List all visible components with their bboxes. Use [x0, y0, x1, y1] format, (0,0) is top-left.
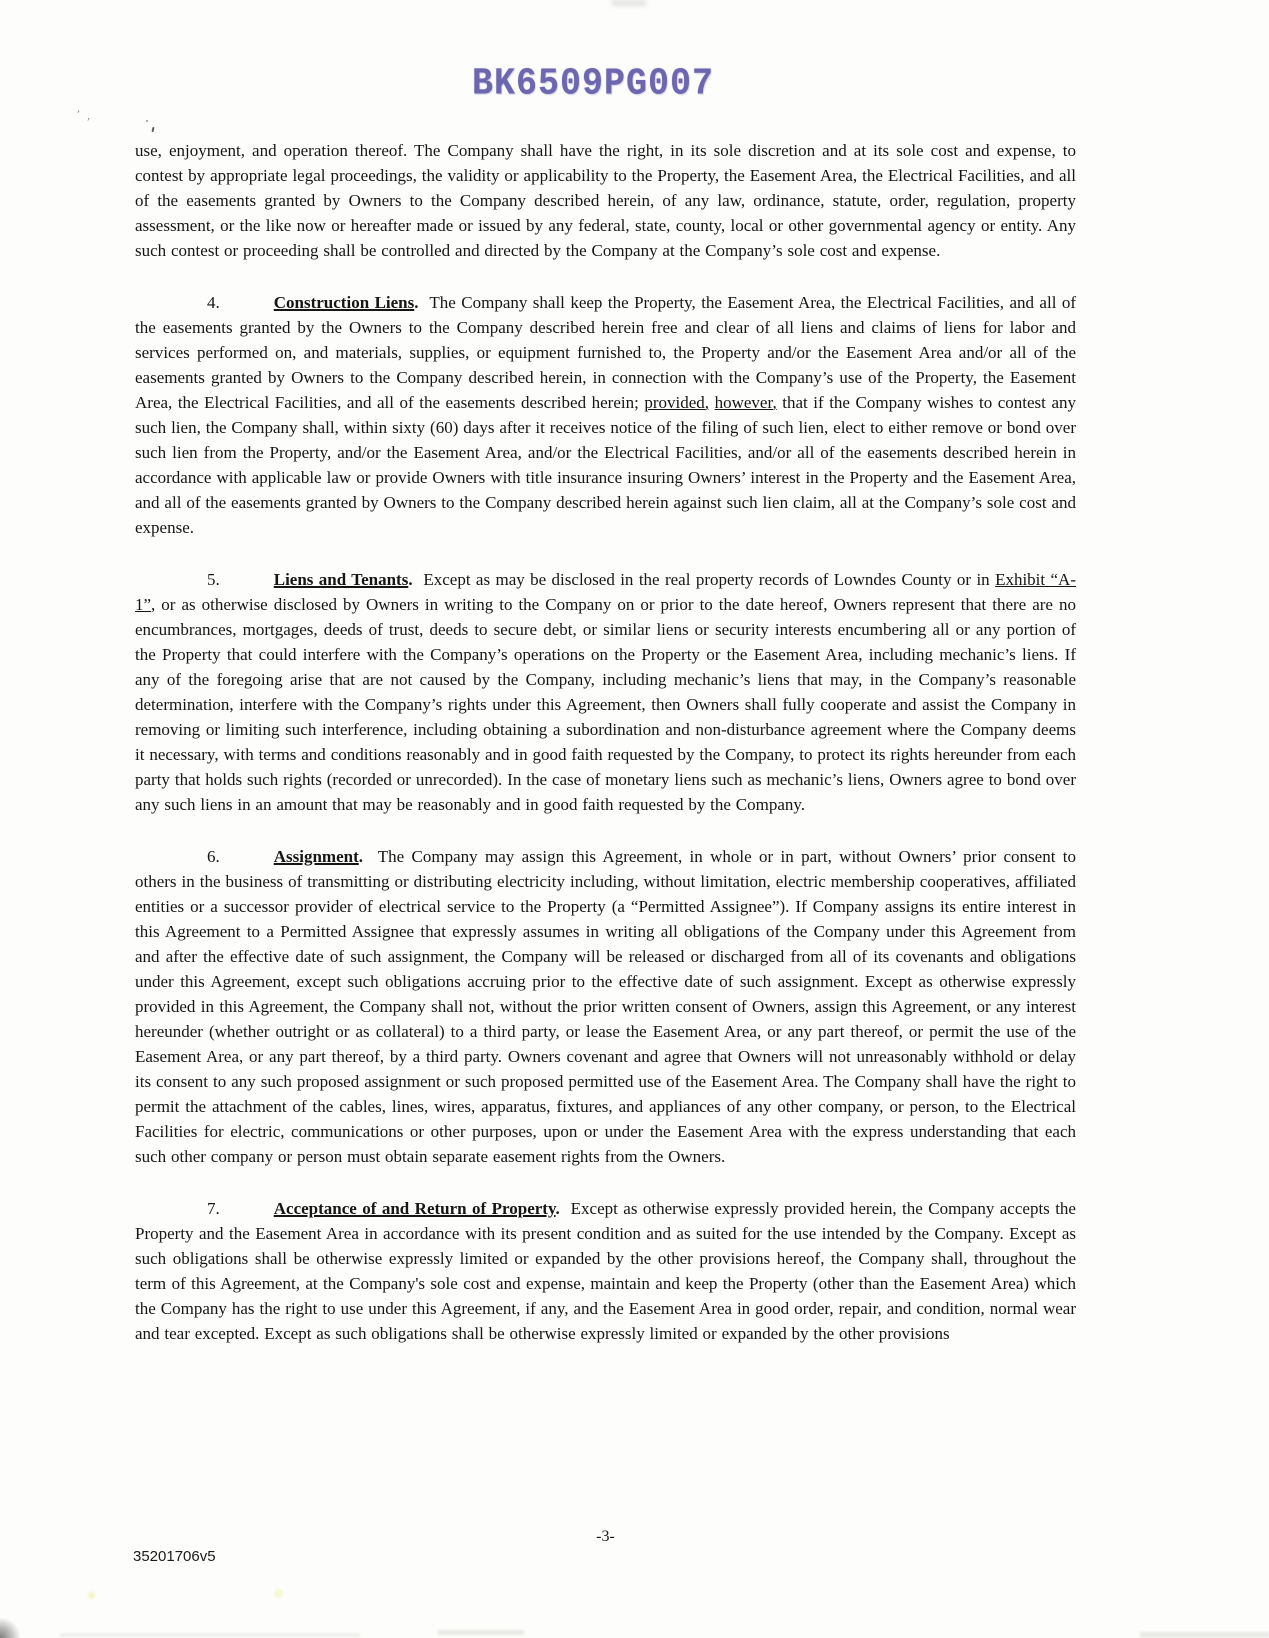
document-body	[135, 138, 1076, 1346]
text-run: The Company may assign this Agreement, in whole or in part, without Owners’ prior consent to others in the business of transmitting or distributing electricity including, without limitation, electric membership cooperatives, affiliated entities or a successor provider of electrical service to the Property (a “Permitted Assignee”). If Company assigns its entire interest in this Agreement to a Permitted Assignee that expressly assumes in writing all obligations of the Company under this Agreement from and after the effective date of such assignment, the Company will be released or discharged from all of its covenants and obligations under this Agreement, except such obligations accruing prior to the effective date of such assignment. Except as otherwise expressly provided in this Agreement, the Company shall not, without the prior written consent of Owners, assign this Agreement, or any interest hereunder (whether outright or as collateral) to a third party, or lease the Easement Area, or any part thereof, or permit the use of the Easement Area, or any part thereof, by a third party. Owners covenant and agree that Owners will not unreasonably withhold or delay its consent to any such proposed assignment or such proposed permitted use of the Easement Area. The Company shall have the right to permit the attachment of the cables, lines, wires, apparatus, fixtures, and appliances of any other company, or person, to the Electrical Facilities for electric, communications or other purposes, upon or under the Easement Area with the express understanding that each such other company or person must obtain separate easement rights from the Owners.	[135, 847, 1077, 1166]
section-heading: Liens and Tenants	[273, 570, 409, 589]
scan-artifact-speck	[146, 120, 148, 122]
heading-period: .	[555, 1199, 571, 1218]
scan-artifact-margin-marks: ’,	[75, 108, 100, 124]
book-page-recording-stamp: BK6509PG007	[472, 62, 715, 106]
heading-period: .	[414, 293, 430, 312]
section-paragraph	[135, 290, 1076, 540]
body-paragraph	[135, 138, 1076, 263]
section-paragraph	[135, 567, 1076, 817]
scan-artifact-speck	[152, 127, 155, 132]
section-number: 7.	[207, 1199, 220, 1218]
section-number: 4.	[207, 293, 220, 312]
section-heading: Assignment	[273, 847, 359, 866]
section-number: 6.	[207, 847, 220, 866]
scan-artifact-speck	[88, 1592, 95, 1599]
scan-artifact-speck	[274, 1589, 283, 1598]
text-run: use, enjoyment, and operation thereof. The Company shall have the right, in its sole discretion and at its sole cost and expense, to contest by appropriate legal proceedings, the validity or applicability to the Property, the Easement Area, the Electrical Facilities, and all of the easements granted by Owners to the Company described herein, of any law, ordinance, statute, order, regulation, property assessment, or the like now or hereafter made or issued by any federal, state, county, local or other governmental agency or entity. Any such contest or proceeding shall be controlled and directed by the Company at the Company’s sole cost and expense.	[135, 141, 1076, 260]
scan-artifact-smudge	[438, 1630, 524, 1635]
section-heading: Construction Liens	[273, 293, 415, 312]
underlined-text: provided,	[644, 393, 710, 412]
heading-period: .	[358, 847, 378, 866]
heading-period: .	[408, 570, 424, 589]
underlined-text: Exhibit “A-1”	[135, 570, 1076, 614]
page-number: -3-	[596, 1528, 615, 1545]
scan-artifact-smudge	[60, 1633, 360, 1637]
text-run: Except as otherwise expressly provided herein, the Company accepts the Property and the Easement Area in accordance with its present condition and as suited for the use intended by the Company. Except as such obligations shall be otherwise expressly limited or expanded by the other provisions hereof, the Company shall, throughout the term of this Agreement, at the Company's sole cost and expense, maintain and keep the Property (other than the Easement Area) which the Company has the right to use under this Agreement, if any, and the Easement Area in good order, repair, and condition, normal wear and tear excepted. Except as such obligations shall be otherwise expressly limited or expanded by the other provisions	[135, 1199, 1076, 1343]
scan-artifact-corner-shadow	[0, 1616, 20, 1638]
text-run: , or as otherwise disclosed by Owners in writing to the Company on or prior to the date hereof, Owners represent that there are no encumbrances, mortgages, deeds of trust, deeds to secure debt, or similar liens or security interests encumbering all or any portion of the Property that could interfere with the Company’s operations on the Property or the Easement Area, including mechanic’s liens. If any of the foregoing arise that are not caused by the Company, including mechanic’s liens that may, in the Company’s reasonable determination, interfere with the Company’s rights under this Agreement, then Owners shall fully cooperate and assist the Company in removing or limiting such interference, including obtaining a subordination and non-disturbance agreement where the Company deems it necessary, with terms and conditions reasonably and in good faith requested by the Company, to protect its rights hereunder from each party that holds such rights (recorded or unrecorded). In the case of monetary liens such as mechanic’s liens, Owners agree to bond over any such liens in an amount that may be reasonably and in good faith requested by the Company.	[135, 595, 1076, 814]
section-paragraph	[135, 1196, 1076, 1346]
section-heading: Acceptance of and Return of Property	[273, 1199, 556, 1218]
text-run: The Company shall keep the Property, the Easement Area, the Electrical Facilities, and all of the easements granted by the Owners to the Company described herein free and clear of all liens and claims of liens for labor and services performed on, and materials, supplies, or equipment furnished to, the Property and/or the Easement Area and/or all of the easements granted by Owners to the Company described herein, in connection with the Company’s use of the Property, the Easement Area, the Electrical Facilities, and all of the easements described herein;	[135, 293, 1077, 412]
scan-artifact-smudge	[612, 0, 646, 6]
text-run: that if the Company wishes to contest any such lien, the Company shall, within sixty (60) days after it receives notice of the filing of such lien, elect to either remove or bond over such lien from the Property, and/or the Easement Area, and/or the Electrical Facilities, and/or all of the easements described herein in accordance with applicable law or provide Owners with title insurance insuring Owners’ interest in the Property and the Easement Area, and all of the easements granted by Owners to the Company described herein against such lien claim, all at the Company’s sole cost and expense.	[135, 393, 1076, 537]
underlined-text: however,	[714, 393, 777, 412]
document-version-id: 35201706v5	[133, 1548, 216, 1565]
scan-artifact-smudge	[1140, 1632, 1269, 1638]
section-number: 5.	[207, 570, 220, 589]
text-run: Except as may be disclosed in the real property records of Lowndes County or in	[423, 570, 996, 589]
section-paragraph	[135, 844, 1076, 1169]
